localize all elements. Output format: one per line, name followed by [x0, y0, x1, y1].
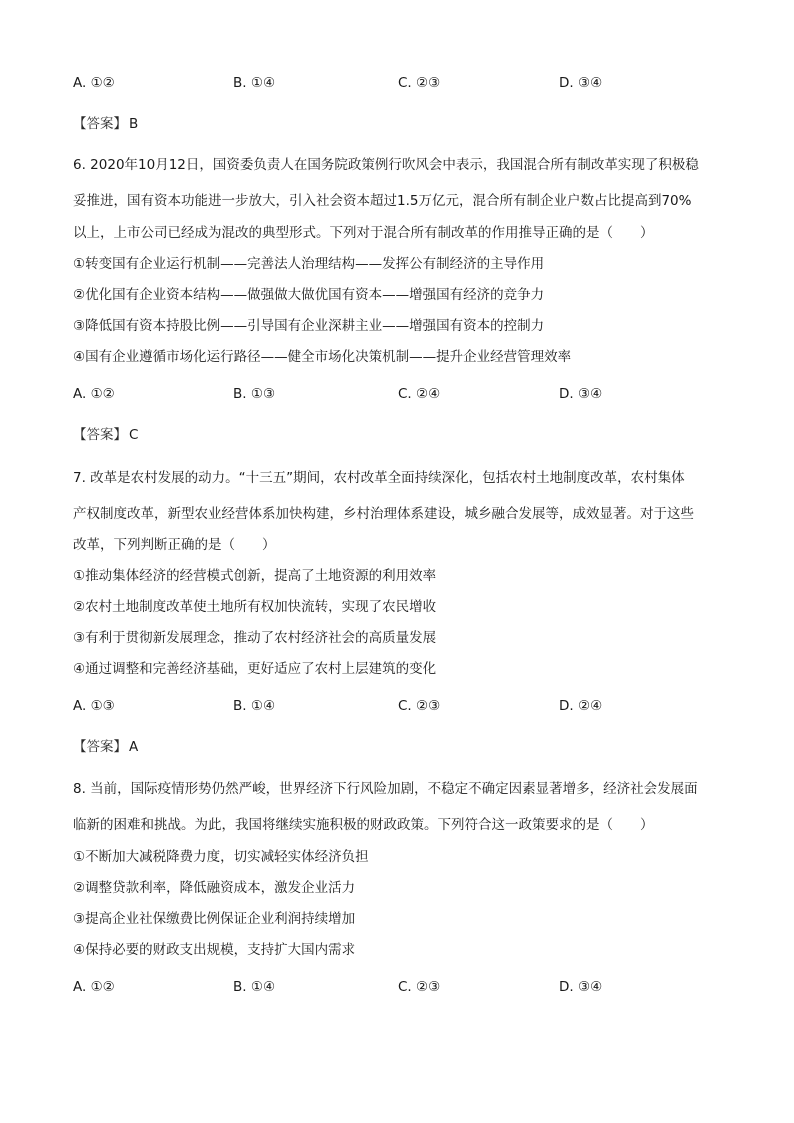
q7-item-2: ②农村土地制度改革使土地所有权加快流转，实现了农民增收 — [73, 599, 437, 615]
answer-value: C — [129, 427, 139, 443]
q7-stem-line-3: 改革，下列判断正确的是（ ） — [73, 537, 276, 553]
q6-option-c: C. ②④ — [398, 386, 441, 402]
q8-item-1: ①不断加大减税降费力度，切实减轻实体经济负担 — [73, 849, 369, 865]
q8-option-d: D. ③④ — [559, 979, 603, 995]
q6-stem-line-3: 以上，上市公司已经成为混改的典型形式。下列对于混合所有制改革的作用推导正确的是（ ） — [73, 225, 654, 241]
q6-answer — [73, 426, 138, 444]
q7-item-1: ①推动集体经济的经营模式创新，提高了土地资源的利用效率 — [73, 568, 437, 584]
answer-value: B — [129, 116, 139, 132]
q6-item-2: ②优化国有企业资本结构——做强做大做优国有资本——增强国有经济的竞争力 — [73, 287, 545, 303]
q5-option-c: C. ②③ — [398, 75, 441, 91]
q8-stem-line-2: 临新的困难和挑战。为此，我国将继续实施积极的财政政策。下列符合这一政策要求的是（ ） — [73, 817, 654, 833]
q8-options — [73, 978, 723, 996]
q7-option-c: C. ②③ — [398, 698, 441, 714]
answer-value: A — [129, 739, 139, 755]
answer-label: 【答案】 — [73, 427, 127, 443]
q7-option-d: D. ②④ — [559, 698, 603, 714]
q5-option-a: A. ①② — [73, 75, 115, 91]
q7-option-a: A. ①③ — [73, 698, 115, 714]
q7-item-4: ④通过调整和完善经济基础，更好适应了农村上层建筑的变化 — [73, 661, 437, 677]
q8-option-a: A. ①② — [73, 979, 115, 995]
q6-item-3: ③降低国有资本持股比例——引导国有企业深耕主业——增强国有资本的控制力 — [73, 318, 545, 334]
q7-answer — [73, 738, 138, 756]
q5-options — [73, 74, 723, 92]
answer-label: 【答案】 — [73, 739, 127, 755]
q8-option-b: B. ①④ — [233, 979, 276, 995]
q7-stem-line-1: 7. 改革是农村发展的动力。“十三五”期间，农村改革全面持续深化，包括农村土地制度改革，农村集体 — [73, 470, 685, 486]
answer-label: 【答案】 — [73, 116, 127, 132]
q5-option-d: D. ③④ — [559, 75, 603, 91]
q6-option-a: A. ①② — [73, 386, 115, 402]
q7-stem-line-2: 产权制度改革，新型农业经营体系加快构建，乡村治理体系建设，城乡融合发展等，成效显著。对于这些 — [73, 506, 694, 522]
q5-option-b: B. ①④ — [233, 75, 276, 91]
q6-item-4: ④国有企业遵循市场化运行路径——健全市场化决策机制——提升企业经营管理效率 — [73, 349, 572, 365]
q6-stem-line-1: 6. 2020年10月12日，国资委负责人在国务院政策例行吹风会中表示，我国混合所有制改革实现了积极稳 — [73, 157, 699, 173]
q6-option-d: D. ③④ — [559, 386, 603, 402]
q8-stem-line-1: 8. 当前，国际疫情形势仍然严峻，世界经济下行风险加剧，不稳定不确定因素显著增多，经济社会发展面 — [73, 781, 698, 797]
q7-options — [73, 697, 723, 715]
q8-item-2: ②调整贷款利率，降低融资成本，激发企业活力 — [73, 880, 356, 896]
q6-stem-line-2: 妥推进，国有资本功能进一步放大，引入社会资本超过1.5万亿元，混合所有制企业户数占比提高到70% — [73, 193, 692, 209]
q8-item-4: ④保持必要的财政支出规模，支持扩大国内需求 — [73, 942, 356, 958]
q7-item-3: ③有利于贯彻新发展理念，推动了农村经济社会的高质量发展 — [73, 630, 437, 646]
q8-option-c: C. ②③ — [398, 979, 441, 995]
q6-option-b: B. ①③ — [233, 386, 276, 402]
q6-options — [73, 385, 723, 403]
q6-item-1: ①转变国有企业运行机制——完善法人治理结构——发挥公有制经济的主导作用 — [73, 256, 545, 272]
q5-answer — [73, 115, 138, 133]
q8-item-3: ③提高企业社保缴费比例保证企业利润持续增加 — [73, 911, 356, 927]
q7-option-b: B. ①④ — [233, 698, 276, 714]
